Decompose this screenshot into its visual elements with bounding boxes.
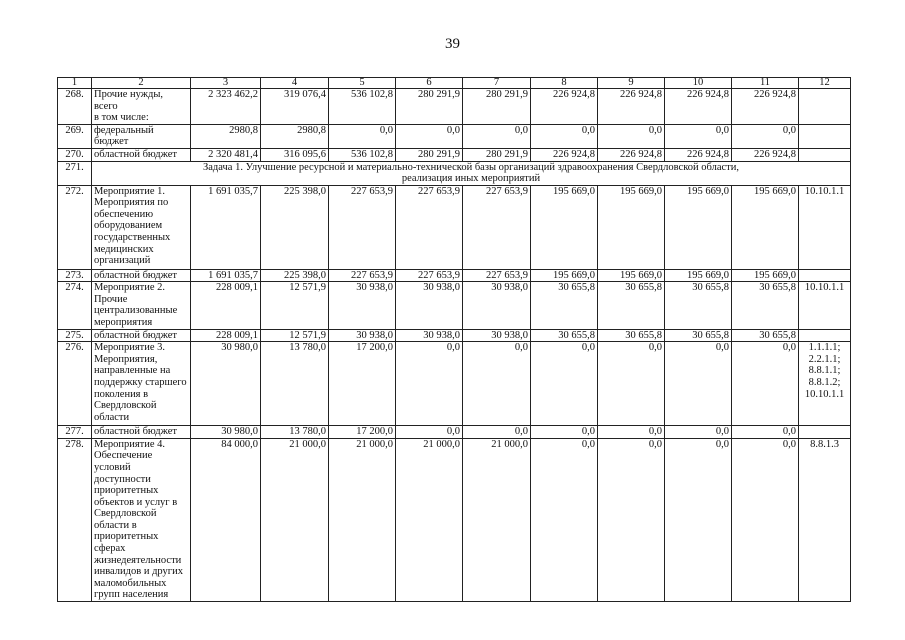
row-name-line: Мероприятие 3. [94, 342, 166, 354]
value-cell: 1 691 035,7 [191, 185, 261, 269]
row-name-line: приоритетных [94, 485, 159, 497]
row-name-line: государственных [94, 231, 171, 243]
row-number: 268. [58, 89, 92, 125]
row-name [92, 148, 191, 161]
value-cell: 226 924,8 [732, 89, 799, 125]
value-cell: 195 669,0 [531, 269, 598, 282]
value-cell: 226 924,8 [665, 148, 732, 161]
row-name-line: приоритетных [94, 531, 159, 543]
table-row [58, 438, 851, 601]
value-cell: 0,0 [531, 342, 598, 426]
task-title [92, 161, 851, 185]
value-cell: 319 076,4 [261, 89, 329, 125]
row-name-line: Мероприятия по [94, 197, 169, 209]
value-cell: 30 980,0 [191, 342, 261, 426]
value-cell: 0,0 [463, 124, 531, 148]
value-cell: 13 780,0 [261, 426, 329, 439]
value-cell: 30 938,0 [329, 282, 396, 329]
row-name-line: обеспечению [94, 208, 154, 220]
value-cell: 195 669,0 [598, 269, 665, 282]
value-cell: 30 655,8 [732, 329, 799, 342]
value-cell: 30 655,8 [598, 282, 665, 329]
value-cell: 225 398,0 [261, 269, 329, 282]
value-cell: 30 655,8 [665, 282, 732, 329]
value-cell: 536 102,8 [329, 148, 396, 161]
value-cell: 195 669,0 [598, 185, 665, 269]
value-cell: 0,0 [531, 124, 598, 148]
value-cell: 0,0 [732, 426, 799, 439]
value-cell: 0,0 [396, 426, 463, 439]
value-cell: 195 669,0 [531, 185, 598, 269]
row-number: 276. [58, 342, 92, 426]
header-cell: 5 [329, 78, 396, 89]
row-number: 273. [58, 269, 92, 282]
value-cell: 0,0 [531, 426, 598, 439]
task-row [58, 161, 851, 185]
value-cell: 0,0 [396, 124, 463, 148]
value-cell: 30 938,0 [329, 329, 396, 342]
value-cell: 1 691 035,7 [191, 269, 261, 282]
value-cell: 0,0 [329, 124, 396, 148]
value-cell: 30 980,0 [191, 426, 261, 439]
value-cell: 0,0 [732, 438, 799, 601]
row-name [92, 329, 191, 342]
row-name-line: областной бюджет [94, 148, 177, 160]
table-row [58, 124, 851, 148]
value-cell: 0,0 [665, 438, 732, 601]
value-cell: 30 655,8 [598, 329, 665, 342]
row-name-line: Прочие нужды, [94, 89, 164, 100]
row-name-line: областной бюджет [94, 329, 177, 341]
budget-table [57, 77, 851, 602]
header-cell: 11 [732, 78, 799, 89]
value-cell: 17 200,0 [329, 342, 396, 426]
value-cell: 0,0 [598, 124, 665, 148]
target-code-cell: 1.1.1.1; 2.2.1.1; 8.8.1.1; 8.8.1.2; 10.10.1.1 [799, 342, 851, 426]
value-cell: 12 571,9 [261, 329, 329, 342]
row-name-line: Мероприятия, [94, 353, 158, 365]
value-cell: 0,0 [463, 426, 531, 439]
value-cell: 195 669,0 [665, 269, 732, 282]
value-cell: 12 571,9 [261, 282, 329, 329]
value-cell: 228 009,1 [191, 329, 261, 342]
value-cell: 30 655,8 [531, 282, 598, 329]
row-number: 271. [58, 161, 92, 185]
row-name [92, 124, 191, 148]
table-row [58, 342, 851, 426]
row-name-line: Свердловской [94, 508, 157, 520]
row-name-line: в том числе: [94, 112, 149, 124]
table-row [58, 148, 851, 161]
value-cell: 2 320 481,4 [191, 148, 261, 161]
table-row [58, 282, 851, 329]
table-row [58, 185, 851, 269]
row-number: 277. [58, 426, 92, 439]
value-cell: 21 000,0 [463, 438, 531, 601]
row-name-line: инвалидов и других [94, 566, 183, 578]
row-name-line: жизнедеятельности [94, 554, 182, 566]
row-number: 275. [58, 329, 92, 342]
row-name [92, 438, 191, 601]
row-name [92, 89, 191, 125]
value-cell: 0,0 [598, 438, 665, 601]
header-cell: 12 [799, 78, 851, 89]
value-cell: 2980,8 [261, 124, 329, 148]
value-cell: 227 653,9 [463, 185, 531, 269]
row-number: 274. [58, 282, 92, 329]
row-name-line: Прочие [94, 293, 128, 305]
value-cell: 226 924,8 [732, 148, 799, 161]
value-cell: 13 780,0 [261, 342, 329, 426]
value-cell: 30 655,8 [665, 329, 732, 342]
header-cell: 4 [261, 78, 329, 89]
target-code-cell [799, 329, 851, 342]
header-cell: 1 [58, 78, 92, 89]
value-cell: 226 924,8 [665, 89, 732, 125]
value-cell: 0,0 [732, 342, 799, 426]
value-cell: 21 000,0 [329, 438, 396, 601]
target-code-cell [799, 124, 851, 148]
value-cell: 227 653,9 [463, 269, 531, 282]
row-name-line: областной бюджет [94, 269, 177, 281]
row-name-line: Мероприятие 2. [94, 282, 166, 294]
value-cell: 228 009,1 [191, 282, 261, 329]
target-code-cell [799, 148, 851, 161]
row-name-line: мероприятия [94, 316, 153, 328]
value-cell: 280 291,9 [396, 148, 463, 161]
row-name-line: направленные на [94, 365, 171, 377]
target-code-cell: 10.10.1.1 [799, 185, 851, 269]
value-cell: 227 653,9 [396, 185, 463, 269]
row-name-line: централизованные [94, 305, 178, 317]
row-name [92, 185, 191, 269]
row-number: 269. [58, 124, 92, 148]
row-name-line: поколения в [94, 388, 149, 400]
value-cell: 0,0 [665, 426, 732, 439]
value-cell: 30 655,8 [531, 329, 598, 342]
value-cell: 30 938,0 [396, 282, 463, 329]
row-number: 278. [58, 438, 92, 601]
row-name-line: бюджет [94, 136, 129, 148]
header-cell: 8 [531, 78, 598, 89]
value-cell: 226 924,8 [598, 148, 665, 161]
value-cell: 0,0 [598, 426, 665, 439]
value-cell: 280 291,9 [396, 89, 463, 125]
value-cell: 226 924,8 [598, 89, 665, 125]
row-name-line: всего [94, 100, 118, 112]
value-cell: 0,0 [531, 438, 598, 601]
row-name-line: медицинских [94, 243, 154, 255]
row-name-line: оборудованием [94, 220, 163, 232]
row-name-line: групп населения [94, 589, 169, 601]
page-number: 39 [445, 36, 460, 52]
value-cell: 30 938,0 [396, 329, 463, 342]
row-name-line: маломобильных [94, 577, 167, 589]
target-code-cell [799, 269, 851, 282]
row-name-line: федеральный [94, 124, 154, 136]
table-row [58, 269, 851, 282]
target-code-cell [799, 89, 851, 125]
value-cell: 30 938,0 [463, 282, 531, 329]
value-cell: 0,0 [463, 342, 531, 426]
header-row [58, 78, 851, 89]
value-cell: 21 000,0 [261, 438, 329, 601]
value-cell: 21 000,0 [396, 438, 463, 601]
value-cell: 536 102,8 [329, 89, 396, 125]
row-name-line: объектов и услуг в [94, 496, 178, 508]
value-cell: 225 398,0 [261, 185, 329, 269]
value-cell: 2980,8 [191, 124, 261, 148]
header-cell: 6 [396, 78, 463, 89]
value-cell: 30 938,0 [463, 329, 531, 342]
row-name-line: области [94, 411, 130, 423]
target-code-cell: 10.10.1.1 [799, 282, 851, 329]
row-name-line: областной бюджет [94, 426, 177, 438]
value-cell: 227 653,9 [329, 185, 396, 269]
value-cell: 280 291,9 [463, 89, 531, 125]
value-cell: 0,0 [598, 342, 665, 426]
header-cell: 7 [463, 78, 531, 89]
row-name [92, 282, 191, 329]
table-row [58, 426, 851, 439]
row-name-line: условий доступности [94, 461, 151, 485]
value-cell: 2 323 462,2 [191, 89, 261, 125]
target-code-cell: 8.8.1.3 [799, 438, 851, 601]
header-cell: 10 [665, 78, 732, 89]
task-title-line: Задача 1. Улучшение ресурсной и материально-технической базы организаций здравоохранения Свердловской области, [203, 161, 739, 173]
header-cell: 3 [191, 78, 261, 89]
target-code-cell [799, 426, 851, 439]
table-row [58, 329, 851, 342]
header-cell: 2 [92, 78, 191, 89]
row-name [92, 426, 191, 439]
header-cell: 9 [598, 78, 665, 89]
row-name-line: области в [94, 519, 137, 531]
row-name-line: Мероприятие 1. [94, 185, 166, 197]
row-name-line: организаций [94, 255, 151, 267]
row-name-line: Свердловской [94, 400, 157, 412]
task-title-line: реализация иных мероприятий [401, 173, 541, 185]
row-name-line: сферах [94, 543, 126, 555]
value-cell: 195 669,0 [665, 185, 732, 269]
row-number: 270. [58, 148, 92, 161]
value-cell: 195 669,0 [732, 269, 799, 282]
value-cell: 0,0 [665, 124, 732, 148]
value-cell: 227 653,9 [329, 269, 396, 282]
row-name [92, 269, 191, 282]
value-cell: 0,0 [732, 124, 799, 148]
value-cell: 30 655,8 [732, 282, 799, 329]
row-number: 272. [58, 185, 92, 269]
value-cell: 84 000,0 [191, 438, 261, 601]
value-cell: 227 653,9 [396, 269, 463, 282]
row-name-line: Мероприятие 4. [94, 438, 166, 450]
value-cell: 0,0 [396, 342, 463, 426]
value-cell: 195 669,0 [732, 185, 799, 269]
row-name [92, 342, 191, 426]
value-cell: 316 095,6 [261, 148, 329, 161]
row-name-line: Обеспечение [94, 450, 153, 462]
value-cell: 226 924,8 [531, 89, 598, 125]
value-cell: 280 291,9 [463, 148, 531, 161]
row-name-line: поддержку старшего [94, 376, 187, 388]
value-cell: 226 924,8 [531, 148, 598, 161]
table-row [58, 89, 851, 125]
value-cell: 17 200,0 [329, 426, 396, 439]
value-cell: 0,0 [665, 342, 732, 426]
